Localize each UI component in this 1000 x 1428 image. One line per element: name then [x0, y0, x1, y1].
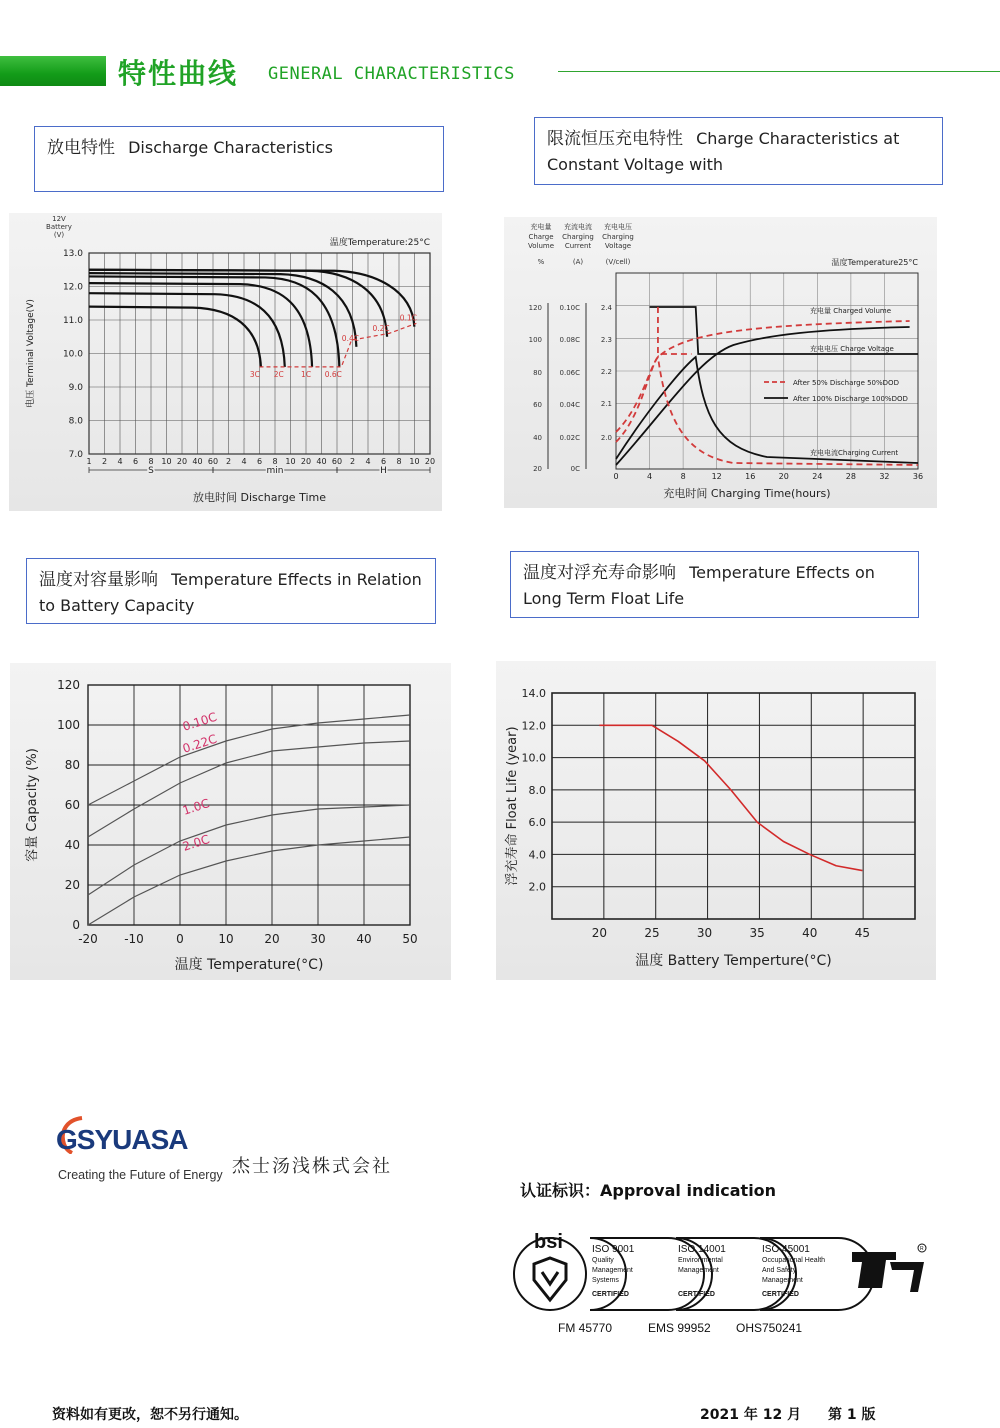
certification-marks: [512, 1228, 942, 1348]
charge-title-box: [534, 117, 943, 185]
charge-xtick: 0: [613, 472, 619, 481]
float-ytick: 12.0: [521, 719, 546, 733]
cert-desc: Quality: [592, 1257, 614, 1264]
charge-axis-unit: %: [537, 258, 545, 266]
discharge-chart-panel: [9, 213, 442, 511]
discharge-xtick: 40: [192, 457, 203, 466]
footer-disclaimer: 资料如有更改，恕不另行通知。: [52, 1407, 248, 1423]
footer-edition: [700, 1404, 897, 1424]
discharge-ytick: 12.0: [62, 282, 83, 293]
discharge-annotation: 温度Temperature:25°C: [329, 238, 430, 248]
float-life-title-box: [510, 551, 919, 618]
tempcap-series-label: 1.0C: [180, 796, 212, 818]
cert-name: ISO 14001: [678, 1244, 726, 1255]
discharge-curve-label: 0.4C: [341, 333, 359, 343]
discharge-xtick: 10: [285, 457, 296, 466]
charge-xtick: 12: [711, 472, 722, 481]
cert-name: ISO 45001: [762, 1244, 810, 1255]
charge-chart: [504, 217, 937, 508]
charge-curve-label: 充电电流Charging Current: [810, 449, 899, 457]
float-ytick: 8.0: [528, 783, 546, 797]
cert-desc: Management: [592, 1267, 633, 1274]
charge-curve-label: 充电电压 Charge Voltage: [810, 345, 894, 353]
discharge-xtick: 4: [241, 457, 247, 466]
discharge-xtick: 8: [148, 457, 154, 466]
float-ytick: 4.0: [528, 848, 546, 862]
discharge-battery-label: Battery: [46, 223, 72, 231]
charge-axis-header-en: Volume: [527, 242, 555, 250]
charge-xtick: 16: [745, 472, 756, 481]
discharge-xtick: 4: [117, 457, 123, 466]
tempcap-series-label: 0.10C: [180, 709, 219, 734]
charge-axis-unit: (A): [572, 258, 584, 266]
discharge-ytick: 7.0: [68, 450, 83, 460]
charge-axis-unit: (V/cell): [605, 258, 631, 266]
float-xtick: 20: [591, 926, 607, 940]
charge-voltage-tick: 2.0: [600, 434, 612, 442]
tempcap-xtick: -10: [124, 932, 144, 946]
float-xtick: 45: [854, 926, 871, 940]
discharge-xtick: 2: [349, 457, 356, 466]
tempcap-xtick: 0: [176, 932, 184, 946]
charge-current-tick: 0.04C: [559, 401, 580, 409]
bsi-kitemark-icon: [514, 1231, 586, 1310]
charge-xlabel: 充电时间 Charging Time(hours): [663, 487, 831, 500]
discharge-xtick: 1: [86, 457, 92, 466]
cert-status: CERTIFIED: [592, 1291, 629, 1298]
discharge-xtick: 20: [300, 457, 312, 466]
charge-legend-item: After 100% Discharge 100%DOD: [793, 395, 908, 403]
discharge-curve-label: 0.2C: [372, 323, 390, 333]
charge-axis-header-cn: 充流电流: [564, 223, 592, 231]
discharge-xtick: 20: [176, 457, 188, 466]
tempcap-ylabel: 容量 Capacity (%): [25, 748, 40, 862]
cert-status: CERTIFIED: [678, 1291, 715, 1298]
discharge-ytick: 8.0: [68, 416, 83, 427]
charge-chart-panel: [504, 217, 937, 508]
tempcap-ytick: 100: [57, 718, 80, 732]
discharge-ytick: 9.0: [68, 383, 83, 393]
charge-axis-header-en: Charging: [602, 233, 634, 241]
charge-xtick: 28: [845, 472, 856, 481]
float-xlabel: 温度 Battery Temperture(°C): [635, 953, 832, 969]
cert-name: ISO 9001: [592, 1244, 635, 1255]
charge-current-tick: 0.06C: [559, 369, 580, 377]
cert-code: FM 45770: [558, 1321, 613, 1335]
charge-xtick: 20: [778, 472, 789, 481]
discharge-xtick: 60: [207, 457, 219, 466]
temp-capacity-title-box: [26, 558, 436, 624]
cert-desc: Occupational Health: [762, 1257, 826, 1264]
temp-capacity-chart: [10, 663, 451, 980]
discharge-xtick: 20: [424, 457, 436, 466]
discharge-xlabel: 放电时间 Discharge Time: [192, 491, 327, 504]
cert-desc: And Safety: [762, 1267, 797, 1274]
tempcap-xtick: 50: [402, 932, 418, 946]
discharge-ylabel: 电压 Terminal Voltage(V): [26, 299, 36, 408]
tempcap-series-line: [88, 837, 410, 925]
company-name-cn: 杰士汤浅株式会社: [232, 1156, 392, 1177]
cert-desc: Systems: [592, 1277, 619, 1284]
tempcap-ytick: 120: [57, 678, 80, 692]
header-accent-bar: [0, 56, 106, 86]
company-tagline: Creating the Future of Energy: [58, 1168, 223, 1182]
discharge-battery-label: (V): [53, 231, 65, 239]
temp-capacity-chart-panel: [10, 663, 451, 980]
charge-xtick: 4: [647, 472, 653, 481]
float-ylabel: 浮充寿命 Float Life (year): [505, 726, 520, 886]
discharge-curve-label: 0.6C: [324, 369, 342, 379]
tempcap-ytick: 40: [64, 838, 80, 852]
cert-code: EMS 99952: [648, 1321, 711, 1335]
float-xtick: 35: [749, 926, 765, 940]
discharge-xtick: 6: [256, 457, 263, 466]
page-title-cn: 特性曲线: [118, 57, 239, 90]
charge-xtick: 32: [879, 472, 890, 481]
charge-legend-item: After 50% Discharge 50%DOD: [793, 379, 899, 387]
approval-title: 认证标识：Approval indication: [520, 1181, 777, 1200]
float-life-chart: [496, 661, 936, 980]
float-ytick: 6.0: [528, 816, 546, 830]
charge-voltage-50-curve: [658, 307, 692, 354]
temp-capacity-title-en: Temperature Effects in Relation to Battery Capacity: [39, 570, 422, 615]
discharge-title-en: Discharge Characteristics: [128, 138, 333, 157]
tempcap-xtick: 40: [356, 932, 372, 946]
charge-voltage-tick: 2.1: [600, 400, 612, 408]
charge-current-tick: 0.08C: [559, 336, 580, 344]
charge-axis-header-en: Current: [564, 242, 592, 250]
discharge-battery-label: 12V: [52, 215, 66, 223]
footer-date: 2021 年 12 月: [700, 1407, 802, 1423]
discharge-curve: [89, 283, 312, 367]
float-ytick: 14.0: [521, 687, 546, 700]
float-xtick: 25: [644, 926, 660, 940]
temp-capacity-title-cn: 温度对容量影响: [39, 570, 158, 590]
float-ytick: 2.0: [528, 880, 546, 894]
tempcap-series-label: 2.0C: [180, 832, 212, 854]
tempcap-xtick: -20: [78, 932, 98, 946]
tempcap-series-line: [88, 741, 410, 837]
float-xtick: 30: [696, 926, 713, 940]
discharge-chart: [9, 213, 442, 511]
charge-title-cn: 限流恒压充电特性: [547, 129, 683, 149]
tempcap-xtick: 10: [218, 932, 234, 946]
charge-volume-tick: 80: [533, 369, 542, 377]
discharge-xtick: 2: [225, 457, 232, 466]
discharge-curve: [89, 270, 390, 337]
charge-curve-label: 充电量 Charged Volume: [810, 307, 892, 315]
tempcap-xlabel: 温度 Temperature(°C): [174, 957, 324, 973]
bsi-label: bsi: [534, 1231, 563, 1253]
discharge-xtick: 10: [161, 457, 172, 466]
discharge-curve-label: 1C: [301, 369, 312, 379]
discharge-xtick: 4: [365, 457, 371, 466]
charge-xtick: 8: [680, 472, 686, 481]
charge-xtick: 36: [912, 472, 924, 481]
float-frame: [552, 693, 915, 919]
charge-axis-header-cn: 充电量: [530, 223, 552, 231]
discharge-curve-label: 3C: [249, 369, 260, 379]
discharge-curve-label: 2C: [273, 369, 284, 379]
discharge-title-box: [34, 126, 444, 192]
charge-current-tick: 0.10C: [559, 304, 580, 312]
cert-desc: Environmental: [678, 1257, 723, 1264]
discharge-ytick: 11.0: [62, 316, 83, 326]
charge-volume-tick: 60: [533, 401, 542, 409]
tempcap-series-label: 0.22C: [180, 731, 219, 756]
charge-voltage-tick: 2.3: [600, 336, 612, 344]
tempcap-ytick: 60: [64, 798, 80, 812]
float-life-line: [599, 725, 862, 870]
discharge-ytick: 13.0: [62, 249, 83, 259]
charge-volume-tick: 40: [533, 434, 542, 442]
cert-status: CERTIFIED: [762, 1291, 799, 1298]
discharge-xtick: 8: [396, 457, 402, 466]
discharge-unit-label: min: [266, 466, 284, 476]
charge-voltage-tick: 2.4: [600, 304, 612, 312]
footer-edition-number: 第 1 版: [827, 1407, 876, 1423]
discharge-xtick: 6: [132, 457, 139, 466]
charge-volume-tick: 120: [528, 304, 542, 312]
charge-voltage-tick: 2.2: [600, 368, 612, 376]
cert-desc: Management: [678, 1267, 719, 1274]
company-logo: GSYUASA: [56, 1124, 188, 1155]
tempcap-ytick: 0: [72, 918, 80, 932]
float-xtick: 40: [802, 926, 818, 940]
cert-code: OHS750241: [736, 1321, 803, 1335]
tempcap-series-line: [88, 715, 410, 805]
cert-desc: Management: [762, 1277, 803, 1284]
discharge-unit-label: H: [380, 466, 387, 476]
charge-current-tick: 0C: [570, 465, 580, 473]
charge-axis-header-en: Voltage: [604, 242, 632, 250]
tempcap-ytick: 80: [64, 758, 80, 772]
tempcap-xtick: 30: [310, 932, 326, 946]
discharge-xtick: 40: [316, 457, 327, 466]
svg-text:R: R: [920, 1246, 924, 1252]
discharge-curve: [89, 293, 285, 367]
charge-axis-header-en: Charging: [562, 233, 594, 241]
discharge-xtick: 2: [101, 457, 108, 466]
float-life-chart-panel: [496, 661, 936, 980]
discharge-xtick: 8: [272, 457, 278, 466]
discharge-curve-label: 0.1C: [399, 313, 417, 323]
discharge-curve: [89, 307, 261, 367]
charge-annotation: 温度Temperature25°C: [831, 258, 918, 267]
charge-volume-tick: 100: [528, 336, 542, 344]
discharge-unit-label: S: [148, 466, 154, 476]
header-divider: [558, 71, 1000, 72]
charge-axis-header-en: Charge: [528, 233, 554, 241]
tempcap-xtick: 20: [264, 932, 280, 946]
float-life-title-cn: 温度对浮充寿命影响: [523, 563, 676, 583]
discharge-xtick: 10: [409, 457, 420, 466]
float-ytick: 10.0: [521, 751, 546, 765]
charge-axis-header-cn: 充电电压: [604, 223, 632, 231]
tempcap-series-line: [88, 805, 410, 895]
discharge-xtick: 6: [380, 457, 387, 466]
charge-volume-tick: 20: [533, 465, 542, 473]
float-life-title-en: Temperature Effects on Long Term Float Life: [523, 563, 875, 608]
charge-current-tick: 0.02C: [559, 434, 580, 442]
page-title-en: GENERAL CHARACTERISTICS: [268, 64, 515, 84]
charge-xtick: 24: [812, 472, 823, 481]
discharge-xtick: 60: [331, 457, 343, 466]
charge-title-en: Charge Characteristics at Constant Voltage with: [547, 129, 900, 174]
tempcap-ytick: 20: [64, 878, 80, 892]
discharge-title-cn: 放电特性: [47, 138, 115, 158]
discharge-ytick: 10.0: [62, 349, 83, 360]
